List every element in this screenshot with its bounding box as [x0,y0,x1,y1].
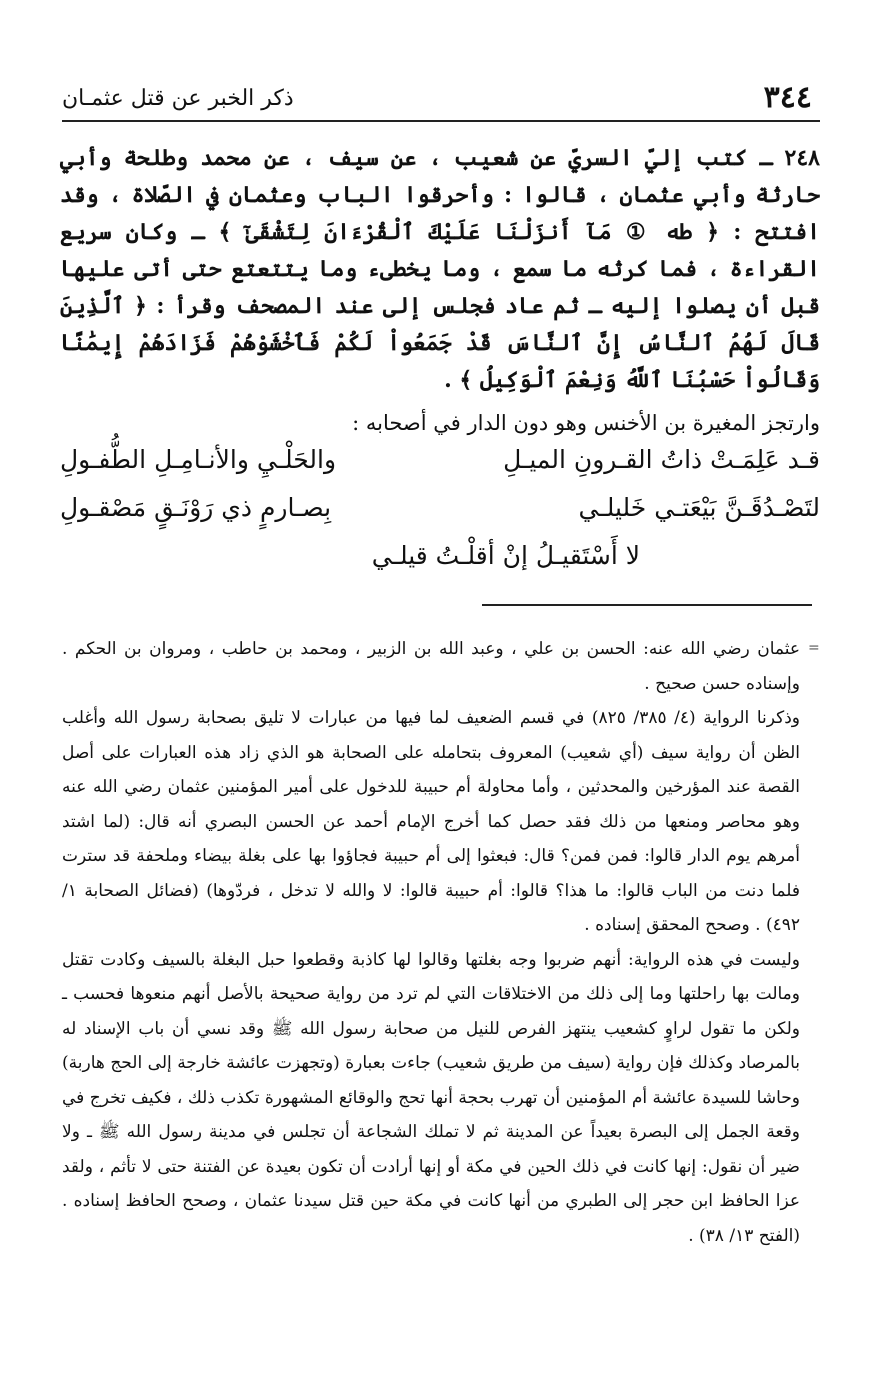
footnotes [62,632,800,1253]
verse-single-hemistich: لا أَسْتَقيـلُ إنْ أقلْـتُ قيلـي [371,541,640,570]
verse-first-hemistich: قـد عَلِمَـتْ ذاتُ القـرونِ الميـلِ [503,445,820,474]
verse [60,493,820,541]
poem-intro: وارتجز المغيرة بن الأخنس وهو دون الدار في أصحابه : [352,411,820,435]
verse-second-hemistich: بِصـارمٍ ذي رَوْنَـقٍ مَصْقـولِ [60,493,332,522]
footnote-divider [482,604,812,606]
verse-second-hemistich: والحَلْـيِ والأنـامِـلِ الطُّفـولِ [60,445,337,474]
verse [60,541,820,589]
footnote-paragraph: وذكرنا الرواية (٤/ ٣٨٥/ ٨٢٥) في قسم الضعيف لما فيها من عبارات لا تليق بصحابة رسول الله وأغلب الظن أن رواية سيف (أي شعيب) المعروف بتحامله على الصحابة هو الذي زاد هذه العبارات على أصل القصة عند المؤرخين والمحدثين ، وأما محاولة أم حبيبة للدخول على أمير المؤمنين عثمان رضي الله عنه وهو محاصر ومنعها من ذلك فقد حصل كما أخرج الإمام أحمد عن الحسن البصري أنه قال: (لما اشتد أمرهم يوم الدار قالوا: فمن فمن؟ قال: فبعثوا إلى أم حبيبة فجاؤوا بها على بغلة بيضاء وملحفة قد سترت فلما دنت من الباب قالوا: ما هذا؟ قالوا: أم حبيبة قالوا: لا والله لا تدخل ، فردّوها) (فضائل الصحابة ١/ ٤٩٢) . وصحح المحقق إسناده . [62,708,801,935]
running-title: ذكر الخبر عن قتل عثمـان [62,86,294,111]
footnote-paragraph: وليست في هذه الرواية: أنهم ضربوا وجه بغلتها وقالوا لها كاذبة وقطعوا حبل البغلة بالسيف وكادت تقتل ومالت بها راحلتها وما إلى ذلك من الاختلاقات التي لم ترد من رواية صحيحة بالأصل أنهم منعوها فحسب ـ ولكن ما تقول لراوٍ كشعيب ينتهز الفرص للنيل من صحابة رسول الله ﷺ وقد نسي أن باب الإسناد له بالمرصاد وكذلك فإن رواية (سيف من طريق شعيب) جاءت بعبارة (وتجهزت عائشة خارجة إلى الحج هاربة) وحاشا للسيدة عائشة أم المؤمنين أن تهرب بحجة أنها تحج والوقائع المشهورة تكذب ذلك ، فكيف تخرج في وقعة الجمل إلى البصرة بعيداً عن المدينة ثم لا تملك الشجاعة أن تجلس في مدينة رسول الله ﷺ ـ ولا ضير أن نقول: إنها كانت في ذلك الحين في مكة أو إنها أرادت أن تكون بعيدة عن الفتنة حتى لا تأثم ، ولقد عزا الحافظ ابن حجر إلى الطبري من أنها كانت في مكة حين قتل سيدنا عثمان ، وصحح الحافظ إسناده . (الفتح ١٣/ ٣٨) . [62,949,801,1246]
page-header [62,78,820,122]
page-number: ٣٤٤ [763,80,812,115]
main-text [60,140,820,399]
poem [60,445,820,589]
footnote-paragraph: عثمان رضي الله عنه: الحسن بن علي ، وعبد الله بن الزبير ، ومحمد بن حاطب ، ومروان بن الحكم . وإسناده حسن صحيح . [62,639,800,694]
verse-first-hemistich: لتَصْـدُقَـنَّ بَيْعَتـي خَليلـي [578,493,820,522]
verse [60,445,820,493]
footnote-continuation-marker: = [808,640,820,656]
narration-paragraph: ٢٤٨ ـ كتب إليّ السريّ عن شعيب ، عن سيف ، عن محمد وطلحة وأبي حارثة وأبي عثمان ، قالوا : وأحرقوا الباب وعثمان في الصّلاة ، وقد افتتح : ﴿ طه ① مَآ أَنزَلْنَا عَلَيْكَ ٱلْقُرْءَانَ لِتَشْقَىٰٓ ﴾ ـ وكان سريع القراءة ، فما كرثه ما سمع ، وما يخطىء وما يتتعتع حتى أتى عليها قبل أن يصلوا إليه ـ ثم عاد فجلس إلى عند المصحف وقرأ : ﴿ ٱلَّذِينَ قَالَ لَهُمُ ٱلنَّاسُ إِنَّ ٱلنَّاسَ قَدْ جَمَعُواْ لَكُمْ فَٱخْشَوْهُمْ فَزَادَهُمْ إِيمَٰنًا وَقَالُواْ حَسْبُنَا ٱللَّهُ وَنِعْمَ ٱلْوَكِيلُ ﴾ . [60,145,820,393]
